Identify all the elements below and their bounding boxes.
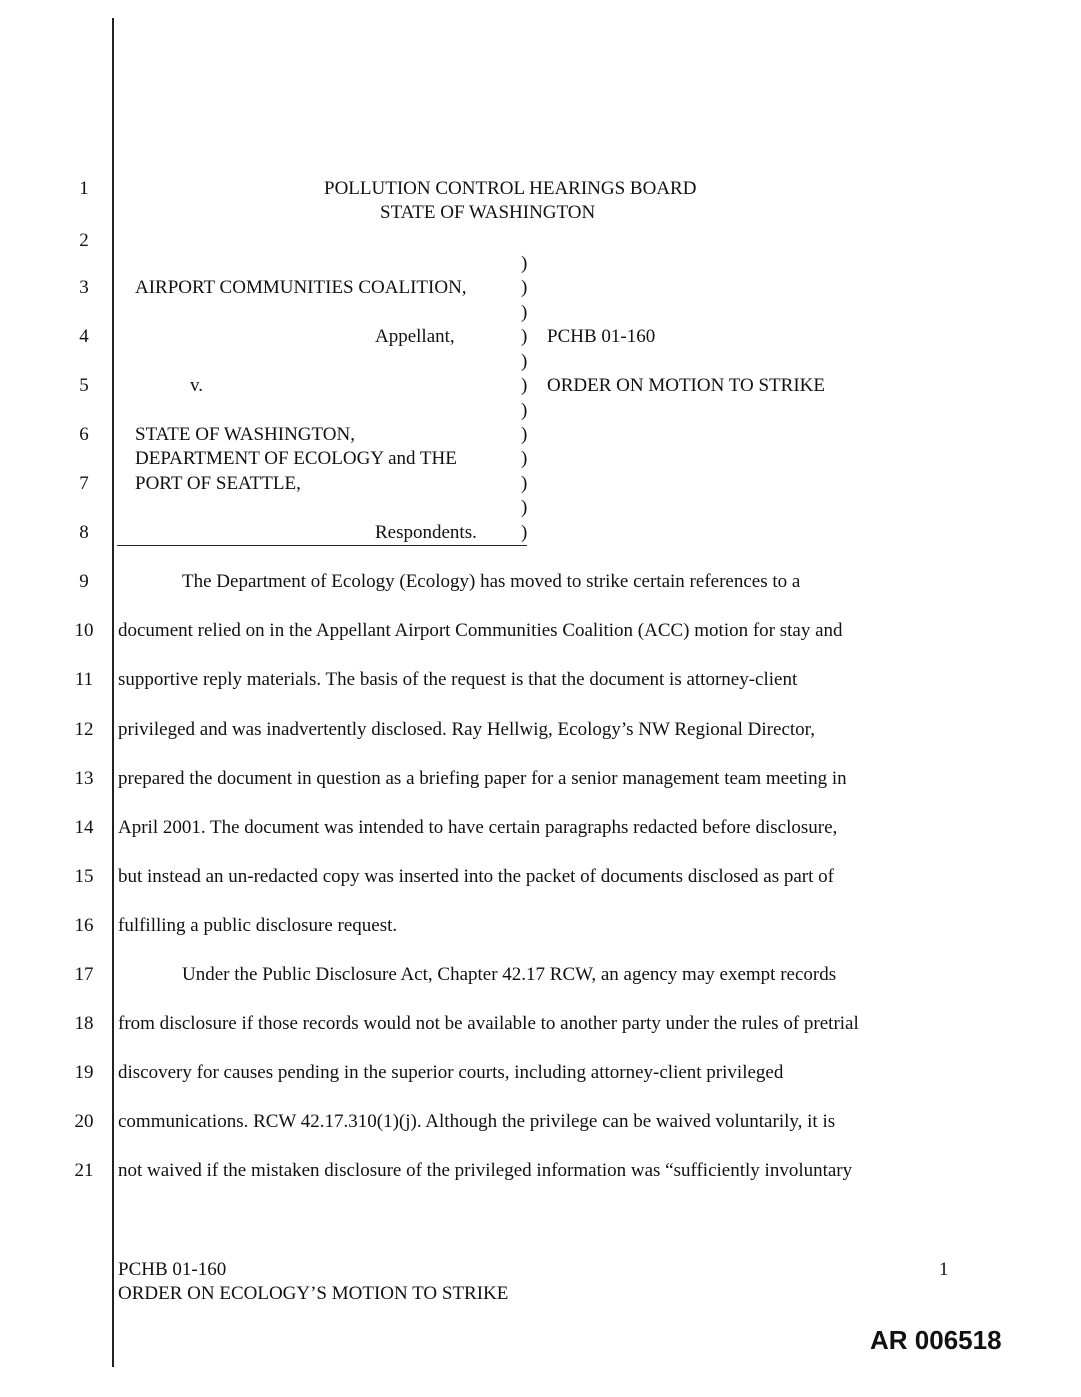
line-number: 1: [79, 178, 89, 199]
caption-paren: ): [521, 277, 528, 298]
caption-paren: ): [521, 375, 528, 396]
line-number: 14: [74, 817, 94, 838]
footer-title: ORDER ON ECOLOGY’S MOTION TO STRIKE: [118, 1283, 509, 1304]
appellant-name: AIRPORT COMMUNITIES COALITION,: [135, 277, 467, 298]
line-number: 8: [79, 522, 89, 543]
body-line: Under the Public Disclosure Act, Chapter 42.17 RCW, an agency may exempt records: [182, 964, 837, 985]
body-line: The Department of Ecology (Ecology) has moved to strike certain references to a: [182, 571, 801, 592]
body-line: discovery for causes pending in the superior courts, including attorney-client privileged: [118, 1062, 784, 1083]
line-number: 16: [74, 915, 94, 936]
respondent-line-2: DEPARTMENT OF ECOLOGY and THE: [135, 448, 457, 469]
caption-paren: ): [521, 400, 528, 421]
line-number: 6: [79, 424, 89, 445]
page-number: 1: [939, 1259, 949, 1280]
respondent-line-1: STATE OF WASHINGTON,: [135, 424, 355, 445]
line-number: 11: [74, 669, 94, 690]
line-number: 13: [74, 768, 94, 789]
respondent-line-3: PORT OF SEATTLE,: [135, 473, 301, 494]
caption-paren: ): [521, 448, 528, 469]
body-line: April 2001. The document was intended to have certain paragraphs redacted before disclosure,: [118, 817, 838, 838]
body-line: supportive reply materials. The basis of the request is that the document is attorney-client: [118, 669, 798, 690]
line-number: 5: [79, 375, 89, 396]
caption-paren: ): [521, 326, 528, 347]
line-number: 12: [74, 719, 94, 740]
caption-paren: ): [521, 497, 528, 518]
line-number: 20: [74, 1111, 94, 1132]
line-number: 18: [74, 1013, 94, 1034]
line-number: 15: [74, 866, 94, 887]
caption-paren: ): [521, 302, 528, 323]
footer-case-number: PCHB 01-160: [118, 1259, 227, 1280]
appellant-role: Appellant,: [375, 326, 455, 347]
board-name: POLLUTION CONTROL HEARINGS BOARD: [324, 178, 697, 199]
line-number: 9: [79, 571, 89, 592]
caption-paren: ): [521, 473, 528, 494]
body-line: fulfilling a public disclosure request.: [118, 915, 398, 936]
body-line: prepared the document in question as a briefing paper for a senior management team meeting in: [118, 768, 847, 789]
line-number: 4: [79, 326, 89, 347]
line-number: 21: [74, 1160, 94, 1181]
line-number: 7: [79, 473, 89, 494]
caption-paren: ): [521, 253, 528, 274]
line-number: 2: [79, 230, 89, 251]
body-line: not waived if the mistaken disclosure of the privileged information was “sufficiently involuntary: [118, 1160, 853, 1181]
bates-number: AR 006518: [870, 1325, 1002, 1355]
line-number: 17: [74, 964, 94, 985]
respondent-role: Respondents.: [375, 522, 477, 543]
body-line: communications. RCW 42.17.310(1)(j). Although the privilege can be waived voluntarily, it is: [118, 1111, 836, 1132]
body-line: from disclosure if those records would not be available to another party under the rules of pretrial: [118, 1013, 859, 1034]
case-number: PCHB 01-160: [547, 326, 656, 347]
left-margin-rule: [112, 18, 114, 1367]
caption-paren: ): [521, 522, 528, 543]
line-number: 3: [79, 277, 89, 298]
line-number: 19: [74, 1062, 94, 1083]
state-name: STATE OF WASHINGTON: [380, 202, 596, 223]
body-line: document relied on in the Appellant Airport Communities Coalition (ACC) motion for stay and: [118, 620, 843, 641]
versus: v.: [190, 375, 204, 396]
body-line: but instead an un-redacted copy was inserted into the packet of documents disclosed as part of: [118, 866, 834, 887]
caption-paren: ): [521, 424, 528, 445]
caption-paren: ): [521, 351, 528, 372]
case-title: ORDER ON MOTION TO STRIKE: [547, 375, 825, 396]
body-line: privileged and was inadvertently disclosed. Ray Hellwig, Ecology’s NW Regional Director,: [118, 719, 815, 740]
line-number: 10: [74, 620, 94, 641]
caption-underline: [117, 545, 527, 546]
